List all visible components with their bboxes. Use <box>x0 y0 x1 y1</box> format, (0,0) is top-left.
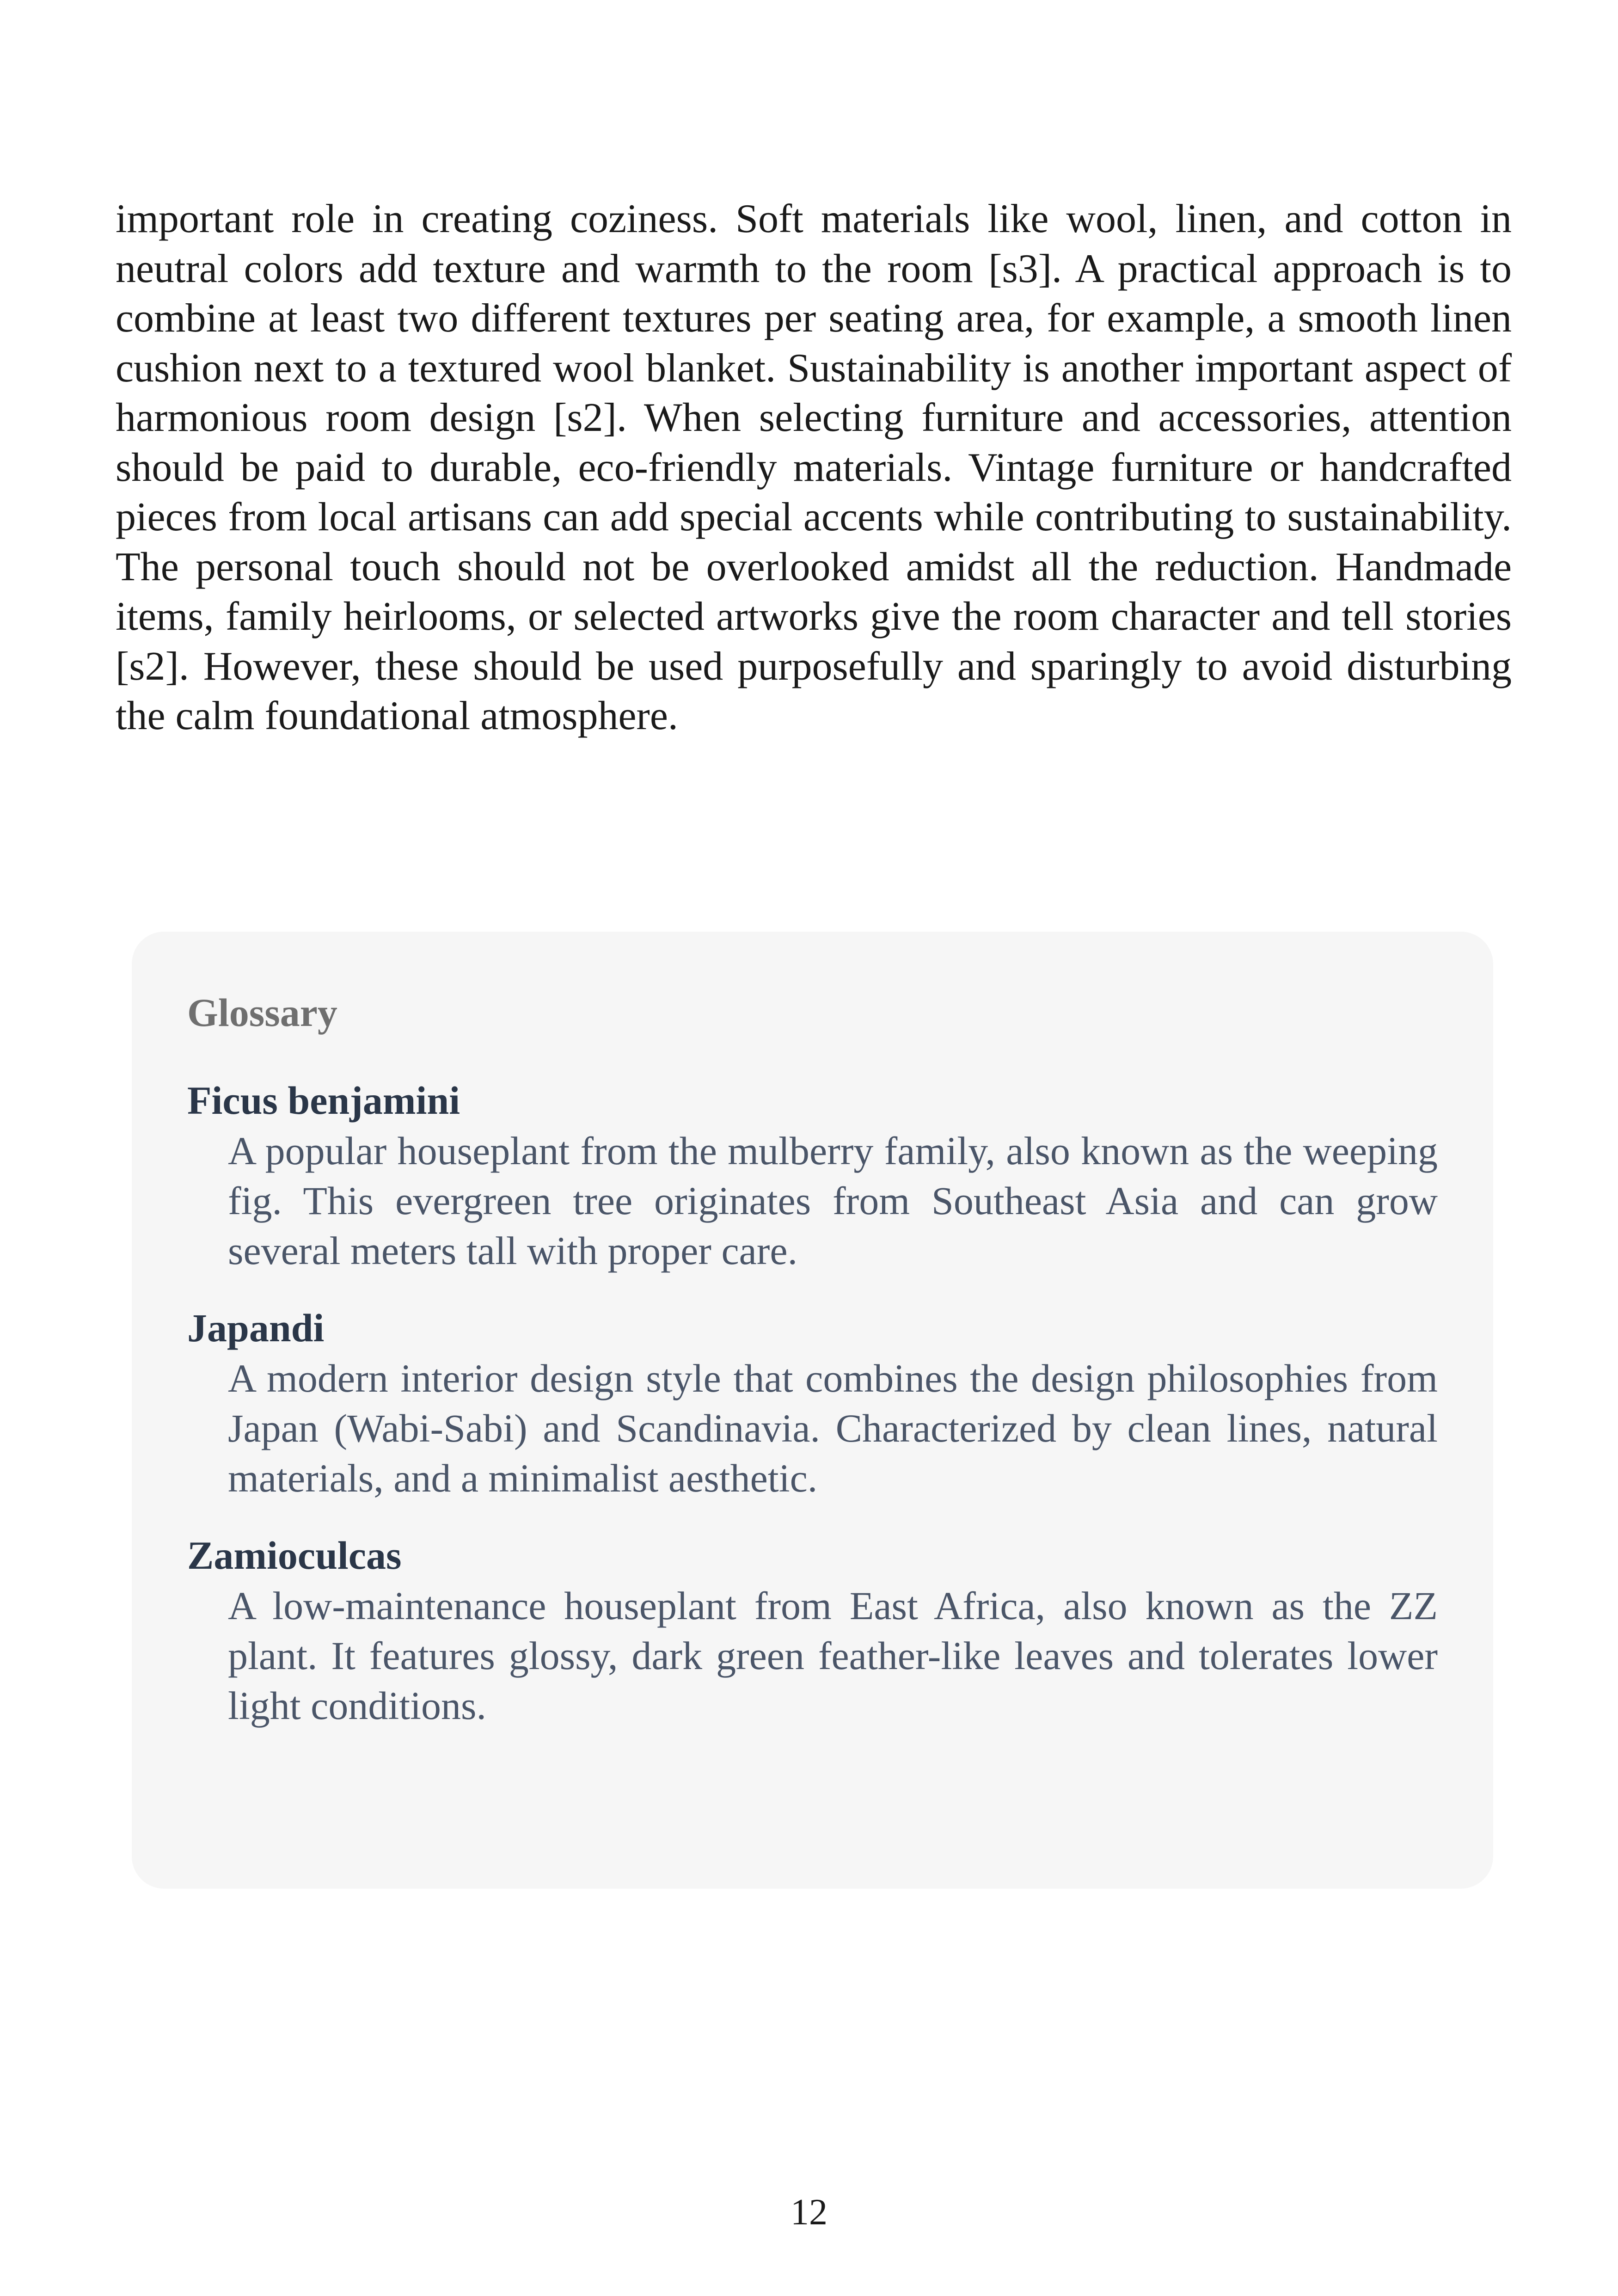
glossary-entry-zamioculcas <box>187 1530 1438 1731</box>
glossary-term: Zamioculcas <box>187 1533 402 1578</box>
glossary-definition: A popular houseplant from the mulberry family, also known as the weeping fig. This evergreen tree originates from Southeast Asia and can grow several meters tall with proper care. <box>228 1129 1438 1273</box>
glossary-entry-japandi <box>187 1302 1438 1503</box>
glossary-term: Japandi <box>187 1306 325 1350</box>
glossary-box <box>132 932 1493 1889</box>
glossary-heading: Glossary <box>187 990 337 1035</box>
glossary-list <box>187 1075 1438 1731</box>
page-number: 12 <box>791 2192 827 2233</box>
glossary-definition: A modern interior design style that combines the design philosophies from Japan (Wabi-Sabi) and Scandinavia. Characterized by clean lines, natural materials, and a minimalist aesthetic. <box>228 1356 1438 1500</box>
body-paragraph: important role in creating coziness. Soft materials like wool, linen, and cotton in neutral colors add texture and warmth to the room [s3]. A practical approach is to combine at least two different textures per seating area, for example, a smooth linen cushion next to a textured wool blanket. Sustainability is another important aspect of harmonious room design [s2]. When selecting furniture and accessories, attention should be paid to durable, eco-friendly materials. Vintage furniture or handcrafted pieces from local artisans can add special accents while contributing to sustainability. The personal touch should not be overlooked amidst all the reduction. Handmade items, family heirlooms, or selected artworks give the room character and tell stories [s2]. However, these should be used purposefully and sparingly to avoid disturbing the calm foundational atmosphere. <box>116 196 1512 738</box>
glossary-definition: A low-maintenance houseplant from East Africa, also known as the ZZ plant. It features glossy, dark green feather-like leaves and tolerates lower light conditions. <box>228 1584 1438 1728</box>
glossary-term: Ficus benjamini <box>187 1078 460 1123</box>
glossary-entry-ficus-benjamini <box>187 1075 1438 1276</box>
